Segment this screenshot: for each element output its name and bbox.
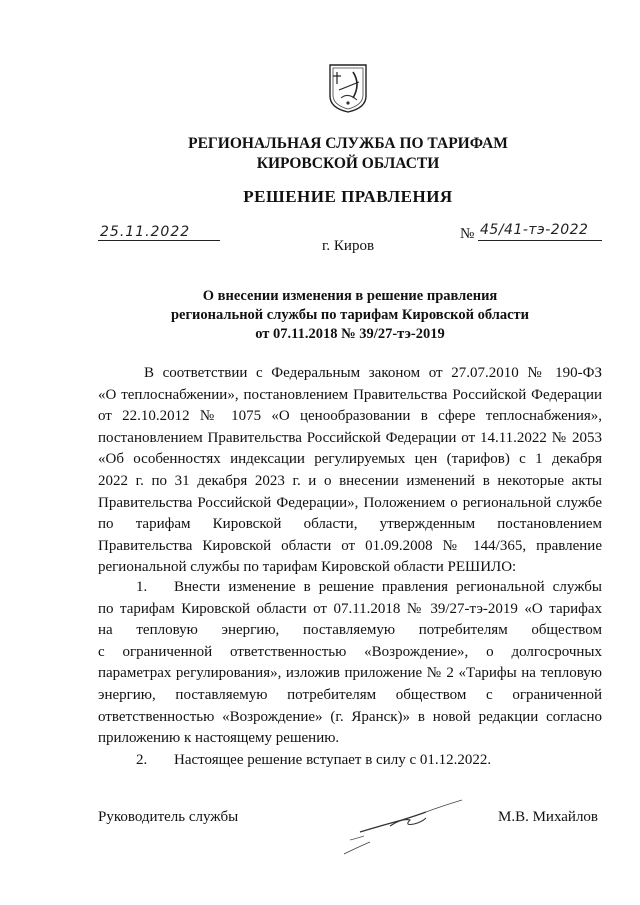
text-line: ответственностью «Возрождение» (г. Яранск)» в новой редакции согласно — [98, 708, 602, 725]
coat-of-arms-icon — [327, 62, 369, 114]
handwritten-signature-icon — [330, 790, 480, 860]
text-line: Внести изменение в решение правления региональной службы — [174, 579, 602, 595]
text-line: «О теплоснабжении», постановлением Правительства Российской Федерации — [98, 386, 602, 403]
document-date: 25.11.2022 — [100, 224, 191, 240]
text-line: на тепловую энергию, поставляемую потребителям обществом — [98, 622, 602, 639]
organization-name-line1: РЕГИОНАЛЬНАЯ СЛУЖБА ПО ТАРИФАМ — [188, 135, 508, 152]
preamble-paragraph — [98, 363, 602, 579]
text-line: В соответствии с Федеральным законом от 27.07.2010 № 190-ФЗ — [144, 365, 602, 381]
document-number: 45/41-тэ-2022 — [480, 222, 589, 238]
text-line: с ограниченной ответственностью «Возрождение», о долгосрочных — [98, 643, 602, 660]
signer-name: М.В. Михайлов — [498, 809, 599, 825]
item-number: 1. — [136, 579, 148, 595]
text-line: Настоящее решение вступает в силу с 01.12.2022. — [174, 752, 492, 768]
text-line: постановлением Правительства Российской Федерации от 14.11.2022 № 2053 — [98, 429, 602, 446]
document-subject — [150, 287, 550, 344]
text-line: параметрах регулирования», изложив приложение № 2 «Тарифы на тепловую — [98, 665, 602, 682]
text-line: 2022 г. по 31 декабря 2023 г. и о внесении изменений в некоторые акты — [98, 472, 602, 489]
text-line: по тарифам Кировской области, утвержденным постановлением — [98, 516, 602, 533]
decision-item-2 — [98, 750, 602, 772]
text-line: «Об особенностях индексации регулируемых цен (тарифов) с 1 декабря — [98, 451, 602, 468]
text-line: Правительства Российской Федерации», Положением о региональной службе — [98, 494, 602, 511]
subject-line: региональной службы по тарифам Кировской области — [170, 307, 530, 323]
subject-line: от 07.11.2018 № 39/27-тэ-2019 — [255, 326, 445, 342]
item-number: 2. — [136, 752, 148, 768]
text-line: региональной службы по тарифам Кировской области РЕШИЛО: — [98, 559, 517, 576]
decision-item-1 — [98, 577, 602, 750]
document-type-title: РЕШЕНИЕ ПРАВЛЕНИЯ — [243, 187, 453, 206]
signer-position: Руководитель службы — [98, 809, 239, 825]
text-line: приложению к настоящему решению. — [98, 730, 340, 747]
city: г. Киров — [321, 238, 375, 254]
document-number-label: № — [460, 226, 475, 242]
text-line: энергию, поставляемую потребителям обществом с ограниченной — [98, 686, 602, 703]
text-line: по тарифам Кировской области от 07.11.2018 № 39/27-тэ-2019 «О тарифах — [98, 600, 602, 617]
subject-line: О внесении изменения в решение правления — [202, 288, 498, 304]
organization-name-line2: КИРОВСКОЙ ОБЛАСТИ — [256, 155, 440, 172]
text-line: Правительства Кировской области от 01.09.2008 № 144/365, правление — [98, 537, 602, 554]
text-line: от 22.10.2012 № 1075 «О ценообразовании в сфере теплоснабжения», — [98, 408, 602, 425]
